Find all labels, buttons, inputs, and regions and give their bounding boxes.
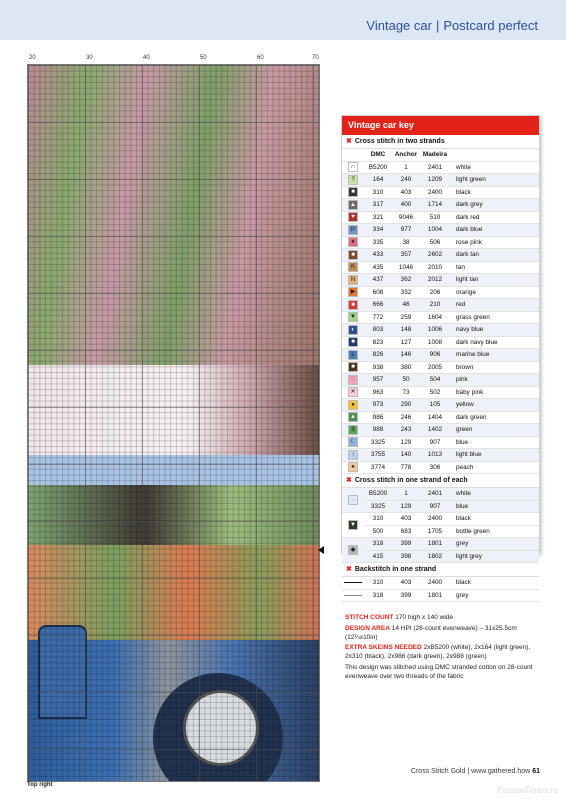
axis-number: 40 [143,55,150,61]
dmc-code: B5200 [364,161,392,174]
section-label: Cross stitch in one strand of each [354,477,468,484]
thread-table-header [342,149,539,161]
madeira-code: 1004 [420,224,450,237]
symbol-cell [342,424,364,437]
thread-symbol-icon: ◐ [348,325,358,335]
anchor-code: 46 [392,299,420,312]
madeira-code: 1801 [420,589,450,602]
thread-row [342,211,539,224]
madeira-code: 1209 [420,174,450,187]
page-footer [411,768,540,775]
thread-name: blue [450,500,539,513]
thread-name: grey [450,538,539,551]
thread-name: baby pink [450,386,539,399]
cross-marker-icon: ✖ [346,477,352,484]
thread-symbol-icon: ● [348,400,358,410]
madeira-code: 906 [420,349,450,362]
thread-symbol-icon: ☾ [348,437,358,447]
dmc-code: 433 [364,249,392,262]
thread-name: dark blue [450,224,539,237]
thread-symbol-icon: ▶ [348,287,358,297]
symbol-cell [342,199,364,212]
madeira-code: 2401 [420,488,450,500]
dmc-code: 608 [364,286,392,299]
symbol-cell [342,299,364,312]
thread-symbol-icon: ? [348,175,358,185]
thread-row [342,349,539,362]
thread-symbol-icon: ♥ [348,212,358,222]
dmc-code: 334 [364,224,392,237]
madeira-code: 504 [420,374,450,387]
col-madeira: Madeira [420,149,450,161]
symbol-cell [342,336,364,349]
section-label: Cross stitch in two strands [354,138,445,145]
thread-symbol-icon: P [348,225,358,235]
thread-table [342,149,539,474]
dmc-code: 826 [364,349,392,362]
thread-name: dark green [450,411,539,424]
thread-symbol-icon: ↑ [348,450,358,460]
symbol-cell [342,274,364,287]
backstitch-row [342,577,539,589]
blend-row [342,500,539,513]
thread-row [342,199,539,212]
blend-row [342,513,539,526]
section-backstitch [342,563,539,577]
cross-marker-icon: ✖ [346,138,352,145]
thread-row [342,461,539,474]
thread-key-panel [341,115,540,599]
anchor-code: 127 [392,336,420,349]
anchor-code: 73 [392,386,420,399]
madeira-code: 907 [420,500,450,513]
dmc-code: 963 [364,386,392,399]
blend-row [342,550,539,563]
madeira-code: 1705 [420,525,450,538]
thread-row [342,386,539,399]
anchor-code: 9046 [392,211,420,224]
axis-number: 50 [200,55,207,61]
symbol-cell [342,411,364,424]
madeira-code: 206 [420,286,450,299]
symbol-cell [342,349,364,362]
page-number: 61 [532,768,540,775]
thread-name: navy blue [450,324,539,337]
dmc-code: 415 [364,550,392,563]
madeira-code: 2400 [420,186,450,199]
madeira-code: 2602 [420,249,450,262]
anchor-code: 1 [392,161,420,174]
blend-row [342,538,539,551]
dmc-code: 823 [364,336,392,349]
dmc-code: 310 [364,513,392,526]
anchor-code: 1 [392,488,420,500]
symbol-cell [342,589,364,602]
blend-symbol-icon: ▼ [348,520,358,530]
thread-row [342,311,539,324]
anchor-code: 50 [392,374,420,387]
thread-row [342,436,539,449]
madeira-code: 506 [420,236,450,249]
madeira-code: 2012 [420,274,450,287]
madeira-code: 502 [420,386,450,399]
thread-name: black [450,513,539,526]
thread-name: grass green [450,311,539,324]
symbol-cell [342,186,364,199]
symbol-cell [342,577,364,589]
thread-symbol-icon: N [348,275,358,285]
dmc-code: 666 [364,299,392,312]
symbol-cell [342,436,364,449]
dmc-code: B5200 [364,488,392,500]
symbol-cell [342,174,364,187]
dmc-code: 938 [364,361,392,374]
blend-symbol-icon: ◆ [348,545,358,555]
blend-table [342,488,539,563]
dmc-code: 988 [364,424,392,437]
symbol-cell [342,211,364,224]
thread-symbol-icon: L [348,350,358,360]
thread-symbol-icon: ▼ [348,312,358,322]
chart-grid [28,65,319,781]
madeira-code: 2005 [420,361,450,374]
thread-row [342,324,539,337]
section-full-cross [342,135,539,149]
symbol-cell [342,224,364,237]
design-area: DESIGN AREA 14 HPI (28-count evenweave) – 31x25.5cm (12¼x10in) [345,624,517,641]
backstitch-line-icon [344,595,362,596]
symbol-cell [342,461,364,474]
anchor-code: 399 [392,589,420,602]
dmc-code: 973 [364,399,392,412]
section-blend [342,474,539,488]
title-sub: Postcard perfect [443,18,538,33]
madeira-code: 1404 [420,411,450,424]
madeira-code: 1008 [420,336,450,349]
anchor-code: 146 [392,349,420,362]
anchor-code: 362 [392,274,420,287]
blend-row [342,525,539,538]
madeira-code: 907 [420,436,450,449]
symbol-cell [342,361,364,374]
anchor-code: 290 [392,399,420,412]
thread-symbol-icon: ♡ [348,375,358,385]
thread-row [342,186,539,199]
thread-row [342,236,539,249]
anchor-code: 380 [392,361,420,374]
anchor-code: 38 [392,236,420,249]
col-anchor: Anchor [392,149,420,161]
dmc-code: 957 [364,374,392,387]
dmc-code: 986 [364,411,392,424]
anchor-code: 240 [392,174,420,187]
thread-row [342,161,539,174]
thread-name: light grey [450,550,539,563]
thread-row [342,449,539,462]
thread-name: black [450,577,539,589]
symbol-cell [342,311,364,324]
thread-row [342,299,539,312]
madeira-code: 1013 [420,449,450,462]
symbol-cell [342,324,364,337]
thread-name: dark red [450,211,539,224]
madeira-code: 2401 [420,161,450,174]
thread-name: rose pink [450,236,539,249]
thread-name: yellow [450,399,539,412]
symbol-cell [342,286,364,299]
thread-symbol-icon: ♦ [348,237,358,247]
dmc-code: 318 [364,589,392,602]
dmc-code: 310 [364,186,392,199]
madeira-code: 1604 [420,311,450,324]
thread-symbol-icon: K [348,262,358,272]
stitch-count: STITCH COUNT 170 high x 140 wide [345,614,454,621]
madeira-code: 1402 [420,424,450,437]
dmc-code: 437 [364,274,392,287]
blend-row [342,488,539,500]
thread-rows [342,161,539,474]
center-arrow-icon [318,546,324,554]
dmc-code: 803 [364,324,392,337]
watermark: PassionForum.ru [497,786,558,795]
thread-symbol-icon: ✕ [348,387,358,397]
anchor-code: 246 [392,411,420,424]
thread-name: light blue [450,449,539,462]
section-label: Backstitch in one strand [354,566,437,573]
page-title [366,18,538,33]
pattern-notes [345,614,535,683]
madeira-code: 105 [420,399,450,412]
symbol-cell [342,236,364,249]
thread-name: blue [450,436,539,449]
anchor-code: 399 [392,538,420,551]
dmc-code: 435 [364,261,392,274]
anchor-code: 403 [392,186,420,199]
anchor-code: 259 [392,311,420,324]
dmc-code: 164 [364,174,392,187]
dmc-code: 3755 [364,449,392,462]
chart-caption: Top right [27,782,53,788]
blend-symbol-icon: · [348,495,358,505]
madeira-code: 1714 [420,199,450,212]
dmc-code: 772 [364,311,392,324]
thread-name: white [450,161,539,174]
anchor-code: 977 [392,224,420,237]
thread-name: peach [450,461,539,474]
thread-name: marine blue [450,349,539,362]
symbol-cell [342,488,364,513]
madeira-code: 1802 [420,550,450,563]
thread-row [342,286,539,299]
thread-name: tan [450,261,539,274]
anchor-code: 243 [392,424,420,437]
thread-row [342,374,539,387]
symbol-cell [342,374,364,387]
thread-row [342,399,539,412]
madeira-code: 1006 [420,324,450,337]
design-note: This design was stitched using DMC stranded cotton on 28-count evenweave over two threads of the fabric [345,663,533,680]
thread-symbol-icon: ■ [348,362,358,372]
madeira-code: 2400 [420,577,450,589]
madeira-code: 2010 [420,261,450,274]
symbol-cell [342,399,364,412]
thread-row [342,174,539,187]
thread-symbol-icon: ∩ [348,162,358,172]
thread-name: red [450,299,539,312]
thread-symbol-icon: ■ [348,250,358,260]
thread-name: black [450,186,539,199]
title-separator: | [435,18,440,33]
dmc-code: 318 [364,538,392,551]
thread-name: bottle green [450,525,539,538]
symbol-cell [342,449,364,462]
thread-symbol-icon: ■ [348,187,358,197]
thread-row [342,411,539,424]
anchor-code: 357 [392,249,420,262]
thread-row [342,424,539,437]
dmc-code: 335 [364,236,392,249]
madeira-code: 210 [420,299,450,312]
anchor-code: 140 [392,449,420,462]
backstitch-table [342,577,539,602]
thread-name: dark tan [450,249,539,262]
thread-row [342,336,539,349]
thread-row [342,361,539,374]
madeira-code: 306 [420,461,450,474]
symbol-cell [342,261,364,274]
thread-symbol-icon: ▲ [348,200,358,210]
anchor-code: 403 [392,513,420,526]
cross-stitch-chart [27,64,320,782]
symbol-cell [342,249,364,262]
thread-name: orange [450,286,539,299]
anchor-code: 1046 [392,261,420,274]
dmc-code: 3774 [364,461,392,474]
title-main: Vintage car [366,18,432,33]
axis-number: 20 [29,55,36,61]
cross-marker-icon: ✖ [346,566,352,573]
anchor-code: 148 [392,324,420,337]
thread-row [342,224,539,237]
key-title: Vintage car key [342,116,539,135]
dmc-code: 3325 [364,436,392,449]
thread-symbol-icon: $ [348,425,358,435]
thread-name: light green [450,174,539,187]
thread-name: dark grey [450,199,539,212]
anchor-code: 683 [392,525,420,538]
dmc-code: 321 [364,211,392,224]
dmc-code: 3325 [364,500,392,513]
col-dmc: DMC [364,149,392,161]
dmc-code: 500 [364,525,392,538]
anchor-code: 400 [392,199,420,212]
symbol-cell [342,161,364,174]
thread-name: brown [450,361,539,374]
dmc-code: 310 [364,577,392,589]
thread-name: dark navy blue [450,336,539,349]
thread-name: pink [450,374,539,387]
symbol-cell [342,386,364,399]
anchor-code: 129 [392,436,420,449]
thread-name: green [450,424,539,437]
thread-symbol-icon: ■ [348,300,358,310]
thread-row [342,261,539,274]
backstitch-row [342,589,539,602]
dmc-code: 317 [364,199,392,212]
anchor-code: 778 [392,461,420,474]
thread-symbol-icon: ▲ [348,412,358,422]
anchor-code: 332 [392,286,420,299]
thread-name: white [450,488,539,500]
madeira-code: 2400 [420,513,450,526]
madeira-code: 510 [420,211,450,224]
thread-row [342,249,539,262]
axis-number: 30 [86,55,93,61]
axis-number: 70 [312,55,319,61]
thread-symbol-icon: ■ [348,337,358,347]
anchor-code: 403 [392,577,420,589]
anchor-code: 129 [392,500,420,513]
thread-row [342,274,539,287]
anchor-code: 398 [392,550,420,563]
extra-skeins: EXTRA SKEINS NEEDED 2xB5200 (white), 2x164 (light green), 2x310 (black), 2x986 (dark green), 2x988 (green) [345,644,531,661]
symbol-cell [342,513,364,538]
backstitch-line-icon [344,582,362,583]
thread-name: grey [450,589,539,602]
madeira-code: 1801 [420,538,450,551]
thread-symbol-icon: ♠ [348,462,358,472]
symbol-cell [342,538,364,563]
footer-text: Cross Stitch Gold | www.gathered.how [410,768,531,775]
axis-number: 60 [257,55,264,61]
thread-name: light tan [450,274,539,287]
